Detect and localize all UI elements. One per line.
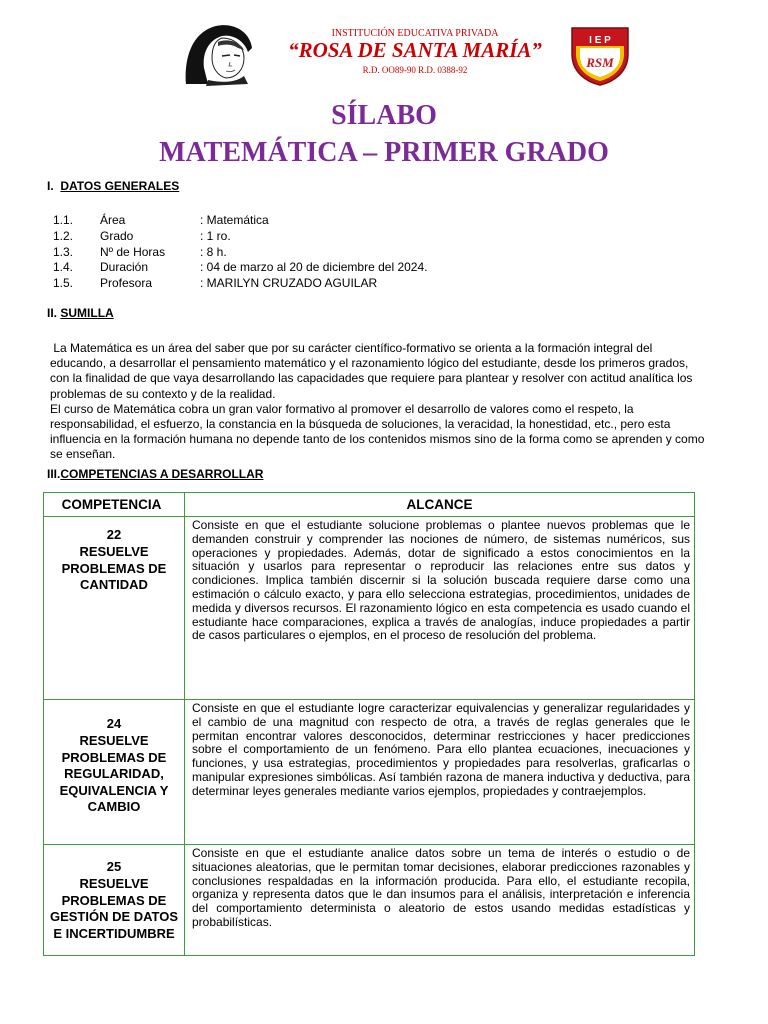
datos-row (53, 276, 703, 292)
shield-badge-text: I E P (589, 35, 611, 46)
competencias-table (43, 492, 695, 956)
section-heading-datos-generales (47, 179, 179, 193)
datos-row (53, 229, 703, 245)
competencia-name: RESUELVE PROBLEMAS DE CANTIDAD (61, 544, 167, 593)
table-row (44, 517, 695, 700)
datos-row-label: Duración (100, 260, 149, 274)
datos-row (53, 260, 703, 276)
section-number: I. (47, 179, 54, 193)
datos-row-number: 1.5. (53, 276, 74, 290)
saint-portrait-logo (178, 18, 260, 88)
competencia-name: RESUELVE PROBLEMAS DE REGULARIDAD, EQUIVALENCIA Y CAMBIO (59, 733, 169, 815)
competencia-code: 22 (106, 527, 122, 542)
datos-row-number: 1.4. (53, 260, 74, 274)
competencia-code: 25 (106, 859, 122, 874)
alcance-cell: Consiste en que el estudiante solucione problemas o plantee nuevos problemas que le demanden construir y comprender las nociones de número, de sistemas numéricos, sus operaciones y propiedades. Además, dotar de significado a estos conocimientos en la situación y usarlos para representar o reproducir las relaciones entre sus datos y condiciones. Implica también discernir si la solución buscada requiere darse como una estimación o cálculo exacto, y para ello selecciona estrategias, procedimientos, unidades de medida y diversos recursos. El razonamiento lógico en esta competencia es usado cuando el estudiante hace comparaciones, explica a través de analogías, induce propiedades a partir de casos particulares o ejemplos, en el proceso de resolución del problema. (185, 517, 695, 700)
datos-row-number: 1.3. (53, 245, 74, 259)
datos-row-number: 1.1. (53, 213, 74, 227)
datos-row (53, 213, 703, 229)
datos-row (53, 245, 703, 261)
column-header-competencia: COMPETENCIA (44, 493, 185, 517)
datos-row-number: 1.2. (53, 229, 74, 243)
sumilla-paragraph: La Matemática es un área del saber que por su carácter científico-formativo se orienta a la formación integral del educando, a desarrollar el pensamiento matemático y el razonamiento lógico del estudiante, desde los primeros grados, con la finalidad de que vaya desarrollando las capacidades que requiere para plantear y resolver con actitud analítica los problemas de su contexto y de la realidad. (50, 341, 696, 401)
datos-row-label: Profesora (100, 276, 153, 290)
section-heading-sumilla (47, 306, 114, 320)
document-subtitle: MATEMÁTICA – PRIMER GRADO (159, 137, 609, 168)
section-heading-competencias (47, 467, 263, 481)
competencia-code: 24 (106, 716, 122, 731)
institution-name: “ROSA DE SANTA MARÍA” (288, 38, 542, 62)
competencia-cell (44, 845, 185, 956)
document-title: SÍLABO (331, 100, 437, 131)
resolution-number: R.D. OO89-90 R.D. 0388-92 (362, 65, 468, 75)
section-title: SUMILLA (60, 306, 114, 320)
section-number: II. (47, 306, 58, 320)
shield-monogram: RSM (586, 55, 614, 70)
datos-row-value: : MARILYN CRUZADO AGUILAR (200, 276, 378, 290)
competencia-cell (44, 700, 185, 845)
section-title: DATOS GENERALES (60, 179, 180, 193)
datos-row-value: : 04 de marzo al 20 de diciembre del 2024. (200, 260, 428, 274)
section-number: III. (47, 467, 61, 481)
school-shield-logo (568, 24, 632, 86)
competencia-cell (44, 517, 185, 700)
column-header-alcance: ALCANCE (185, 493, 695, 517)
table-header-row (44, 493, 695, 517)
competencia-name: RESUELVE PROBLEMAS DE GESTIÓN DE DATOS E INCERTIDUMBRE (49, 876, 179, 941)
datos-row-label: Nº de Horas (100, 245, 166, 259)
table-row (44, 700, 695, 845)
institution-type: INSTITUCIÓN EDUCATIVA PRIVADA (331, 28, 499, 39)
datos-row-value: : Matemática (200, 213, 269, 227)
section-title: COMPETENCIAS A DESARROLLAR (60, 467, 264, 481)
datos-row-value: : 8 h. (200, 245, 227, 259)
table-row (44, 845, 695, 956)
datos-row-label: Grado (100, 229, 134, 243)
alcance-cell: Consiste en que el estudiante logre caracterizar equivalencias y generalizar regularidades y el cambio de una magnitud con respecto de otra, a través de reglas generales que le permitan encontrar valores desconocidos, determinar restricciones y hacer predicciones sobre el comportamiento de un fenómeno. Para ello plantea ecuaciones, inecuaciones y funciones, y usa estrategias, procedimientos y propiedades para resolverlas, graficarlas o manipular expresiones simbólicas. Así también razona de manera inductiva y deductiva, para determinar leyes generales mediante varios ejemplos, propiedades y contraejemplos. (185, 700, 695, 845)
sumilla-body (50, 341, 710, 463)
document-header (0, 0, 768, 100)
alcance-cell: Consiste en que el estudiante analice datos sobre un tema de interés o estudio o de situaciones aleatorias, que le permitan tomar decisiones, elaborar predicciones razonables y conclusiones respaldadas en la información producida. Para ello, el estudiante recopila, organiza y representa datos que le dan insumos para el análisis, interpretación e inferencia del comportamiento determinista o aleatorio de estos usando medidas estadísticas y probabilísticas. (185, 845, 695, 956)
sumilla-paragraph: El curso de Matemática cobra un gran valor formativo al promover el desarrollo de valores como el respeto, la responsabilidad, el esfuerzo, la constancia en la búsqueda de soluciones, la veracidad, la honestidad, etc., pero esta influencia en la formación humana no depende tanto de los contenidos mismos sino de la forma como se aprenden y como se enseñan. (50, 401, 705, 462)
datos-row-value: : 1 ro. (200, 229, 231, 243)
datos-row-label: Área (100, 213, 126, 227)
